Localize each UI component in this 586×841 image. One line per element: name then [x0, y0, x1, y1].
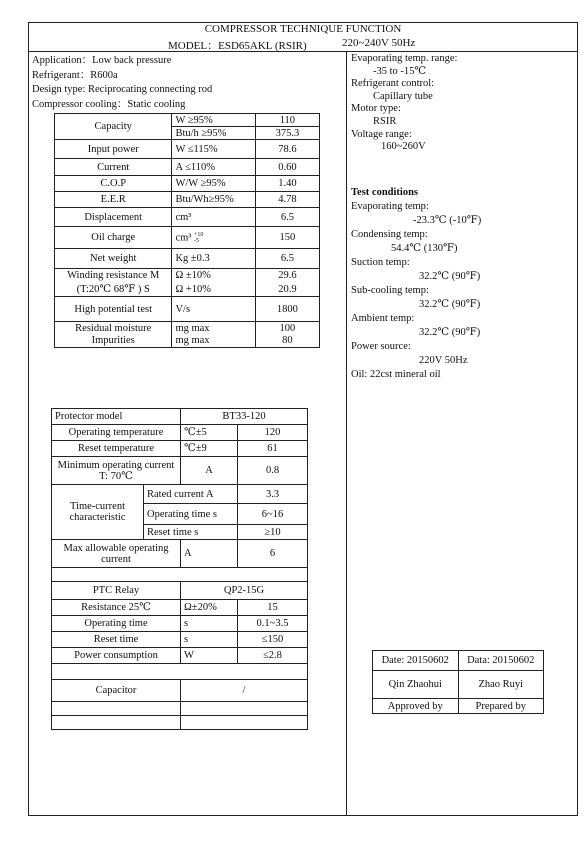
operating-time-value: 6~16: [238, 504, 308, 525]
capacity-label: Capacity: [55, 114, 172, 140]
hipot-unit: V/s: [172, 297, 255, 322]
cop-label: C.O.P: [55, 176, 172, 192]
left-info: [32, 54, 212, 112]
min-operating-current-value: 0.8: [238, 457, 308, 485]
empty-cell: [181, 702, 308, 716]
design-text: Design type: Reciprocating connecting rod: [32, 84, 213, 95]
oil-charge-unit-cell: [172, 227, 255, 249]
power-source-label: Power source:: [351, 341, 411, 352]
protector-model-value: BT33-120: [181, 409, 308, 425]
oil-charge-value: 150: [255, 227, 319, 249]
hipot-value: 1800: [255, 297, 319, 322]
ambient-temp-value: 32.2℃ (90℉): [419, 327, 481, 338]
input-power-unit: W ≤115%: [172, 140, 255, 159]
moisture-unit: mg max: [172, 322, 255, 335]
displacement-value: 6.5: [255, 208, 319, 227]
winding-value-m: 29.6: [255, 269, 319, 283]
operating-time-label: Operating time s: [144, 504, 238, 525]
cond-temp-label: Condensing temp:: [351, 229, 428, 240]
winding-label-m: Winding resistance M: [55, 269, 172, 283]
ptc-reset-time-unit: s: [181, 632, 238, 648]
prepared-by-label: Prepared by: [458, 699, 544, 714]
impurities-label: Impurities: [55, 335, 172, 348]
reset-temp-unit: ℃±9: [181, 441, 238, 457]
approved-by-label: Approved by: [373, 699, 459, 714]
protector-model-label: Protector model: [52, 409, 181, 425]
eer-value: 4.78: [255, 192, 319, 208]
approver-name: Qin Zhaohui: [373, 671, 459, 699]
test-conditions: [351, 186, 573, 381]
refctrl-value: Capillary tube: [373, 90, 433, 102]
ptc-power-label: Power consumption: [52, 648, 181, 664]
hipot-label: High potential test: [55, 297, 172, 322]
input-power-label: Input power: [55, 140, 172, 159]
application-text: Application：Low back pressure: [32, 55, 172, 66]
ptc-relay-label: PTC Relay: [52, 582, 181, 600]
approval-date: Date: 20150602: [373, 651, 459, 671]
document-title: COMPRESSOR TECHNIQUE FUNCTION: [204, 23, 402, 35]
oil-charge-unit: cm³: [175, 231, 192, 243]
net-weight-label: Net weight: [55, 249, 172, 269]
ptc-resistance-unit: Ω±20%: [181, 600, 238, 616]
column-divider: [346, 51, 347, 816]
max-current-unit: A: [181, 540, 238, 568]
impurities-unit: mg max: [172, 335, 255, 348]
rated-current-value: 3.3: [238, 485, 308, 504]
reset-time-value: ≥10: [238, 525, 308, 540]
subcool-temp-value: 32.2℃ (90℉): [419, 299, 481, 310]
winding-label-s: (T:20℃ 68℉ ) S: [55, 283, 172, 297]
header-divider: [28, 51, 578, 52]
ptc-reset-time-value: ≤150: [238, 632, 308, 648]
winding-unit-s: Ω +10%: [172, 283, 255, 297]
power-source-value: 220V 50Hz: [419, 355, 468, 366]
net-weight-value: 6.5: [255, 249, 319, 269]
model-label: MODEL：ESD65AKL (RSIR): [168, 40, 307, 52]
capacitor-value: /: [181, 680, 308, 702]
time-current-label: Time-current characteristic: [52, 485, 144, 540]
current-value: 0.60: [255, 159, 319, 176]
impurities-value: 80: [255, 335, 319, 348]
winding-unit-m: Ω ±10%: [172, 269, 255, 283]
min-operating-current-unit: A: [181, 457, 238, 485]
motor-value: RSIR: [373, 115, 397, 127]
capacity-unit-w: W ≥95%: [172, 114, 255, 127]
ptc-power-unit: W: [181, 648, 238, 664]
ptc-operating-time-unit: s: [181, 616, 238, 632]
motor-label: Motor type:: [351, 103, 401, 115]
current-unit: A ≤110%: [172, 159, 255, 176]
refrigerant-text: Refrigerant：R600a: [32, 69, 118, 81]
ptc-relay-value: QP2-15G: [181, 582, 308, 600]
displacement-unit: cm³: [172, 208, 255, 227]
test-conditions-title: Test conditions: [351, 187, 419, 198]
preparer-name: Zhao Ruyi: [458, 671, 544, 699]
min-operating-current-label: Minimum operating current T: 70℃: [52, 457, 181, 485]
rated-current-label: Rated current A: [144, 485, 238, 504]
voltage-value: 160~260V: [381, 141, 426, 153]
capacity-value-btu: 375.3: [255, 127, 319, 140]
reset-temp-label: Reset temperature: [52, 441, 181, 457]
oil-tol-plus: +10: [194, 231, 204, 238]
voltage-label: Voltage range:: [351, 128, 412, 140]
ptc-operating-time-label: Operating time: [52, 616, 181, 632]
refctrl-label: Refrigerant control:: [351, 78, 435, 90]
input-power-value: 78.6: [255, 140, 319, 159]
oil-charge-label: Oil charge: [55, 227, 172, 249]
oil-text: Oil: 22cst mineral oil: [351, 369, 441, 380]
capacity-value-w: 110: [255, 114, 319, 127]
cooling-text: Compressor cooling：Static cooling: [32, 98, 186, 110]
capacitor-label: Capacitor: [52, 680, 181, 702]
ptc-reset-time-label: Reset time: [52, 632, 181, 648]
right-column: [351, 53, 573, 154]
max-current-label: Max allowable operating current: [52, 540, 181, 568]
reset-time-label: Reset time s: [144, 525, 238, 540]
eer-unit: Btu/Wh≥95%: [172, 192, 255, 208]
eer-label: E.E.R: [55, 192, 172, 208]
prepared-date: Data: 20150602: [458, 651, 544, 671]
supply-label: 220~240V 50Hz: [342, 37, 416, 49]
cond-temp-value: 54.4℃ (130℉): [391, 243, 458, 254]
operating-temp-label: Operating temperature: [52, 425, 181, 441]
capacity-unit-btu: Btu/h ≥95%: [172, 127, 255, 140]
empty-cell: [181, 716, 308, 730]
cop-value: 1.40: [255, 176, 319, 192]
suction-temp-label: Suction temp:: [351, 257, 410, 268]
ambient-temp-label: Ambient temp:: [351, 313, 415, 324]
performance-table: [54, 113, 320, 348]
empty-cell: [52, 702, 181, 716]
net-weight-unit: Kg ±0.3: [172, 249, 255, 269]
suction-temp-value: 32.2℃ (90℉): [419, 271, 481, 282]
cop-unit: W/W ≥95%: [172, 176, 255, 192]
winding-value-s: 20.9: [255, 283, 319, 297]
current-label: Current: [55, 159, 172, 176]
ptc-power-value: ≤2.8: [238, 648, 308, 664]
operating-temp-value: 120: [238, 425, 308, 441]
ptc-operating-time-value: 0.1~3.5: [238, 616, 308, 632]
empty-cell: [52, 716, 181, 730]
approval-table: [372, 650, 544, 714]
empty-row: [52, 664, 308, 680]
ptc-resistance-value: 15: [238, 600, 308, 616]
evap-range-label: Evaporating temp. range:: [351, 53, 458, 64]
evap-temp-label: Evaporating temp:: [351, 201, 429, 212]
subcool-temp-label: Sub-cooling temp:: [351, 285, 429, 296]
operating-temp-unit: ℃±5: [181, 425, 238, 441]
displacement-label: Displacement: [55, 208, 172, 227]
max-current-value: 6: [238, 540, 308, 568]
empty-row: [52, 568, 308, 582]
oil-tol-minus: -5: [194, 237, 200, 244]
oil-charge-tolerance: [194, 232, 203, 244]
reset-temp-value: 61: [238, 441, 308, 457]
ptc-resistance-label: Resistance 25℃: [52, 600, 181, 616]
moisture-label: Residual moisture: [55, 322, 172, 335]
evap-temp-value: -23.3℃ (-10℉): [413, 215, 482, 226]
moisture-value: 100: [255, 322, 319, 335]
evap-range-value: -35 to -15℃: [373, 65, 427, 77]
protector-table: [51, 408, 308, 730]
